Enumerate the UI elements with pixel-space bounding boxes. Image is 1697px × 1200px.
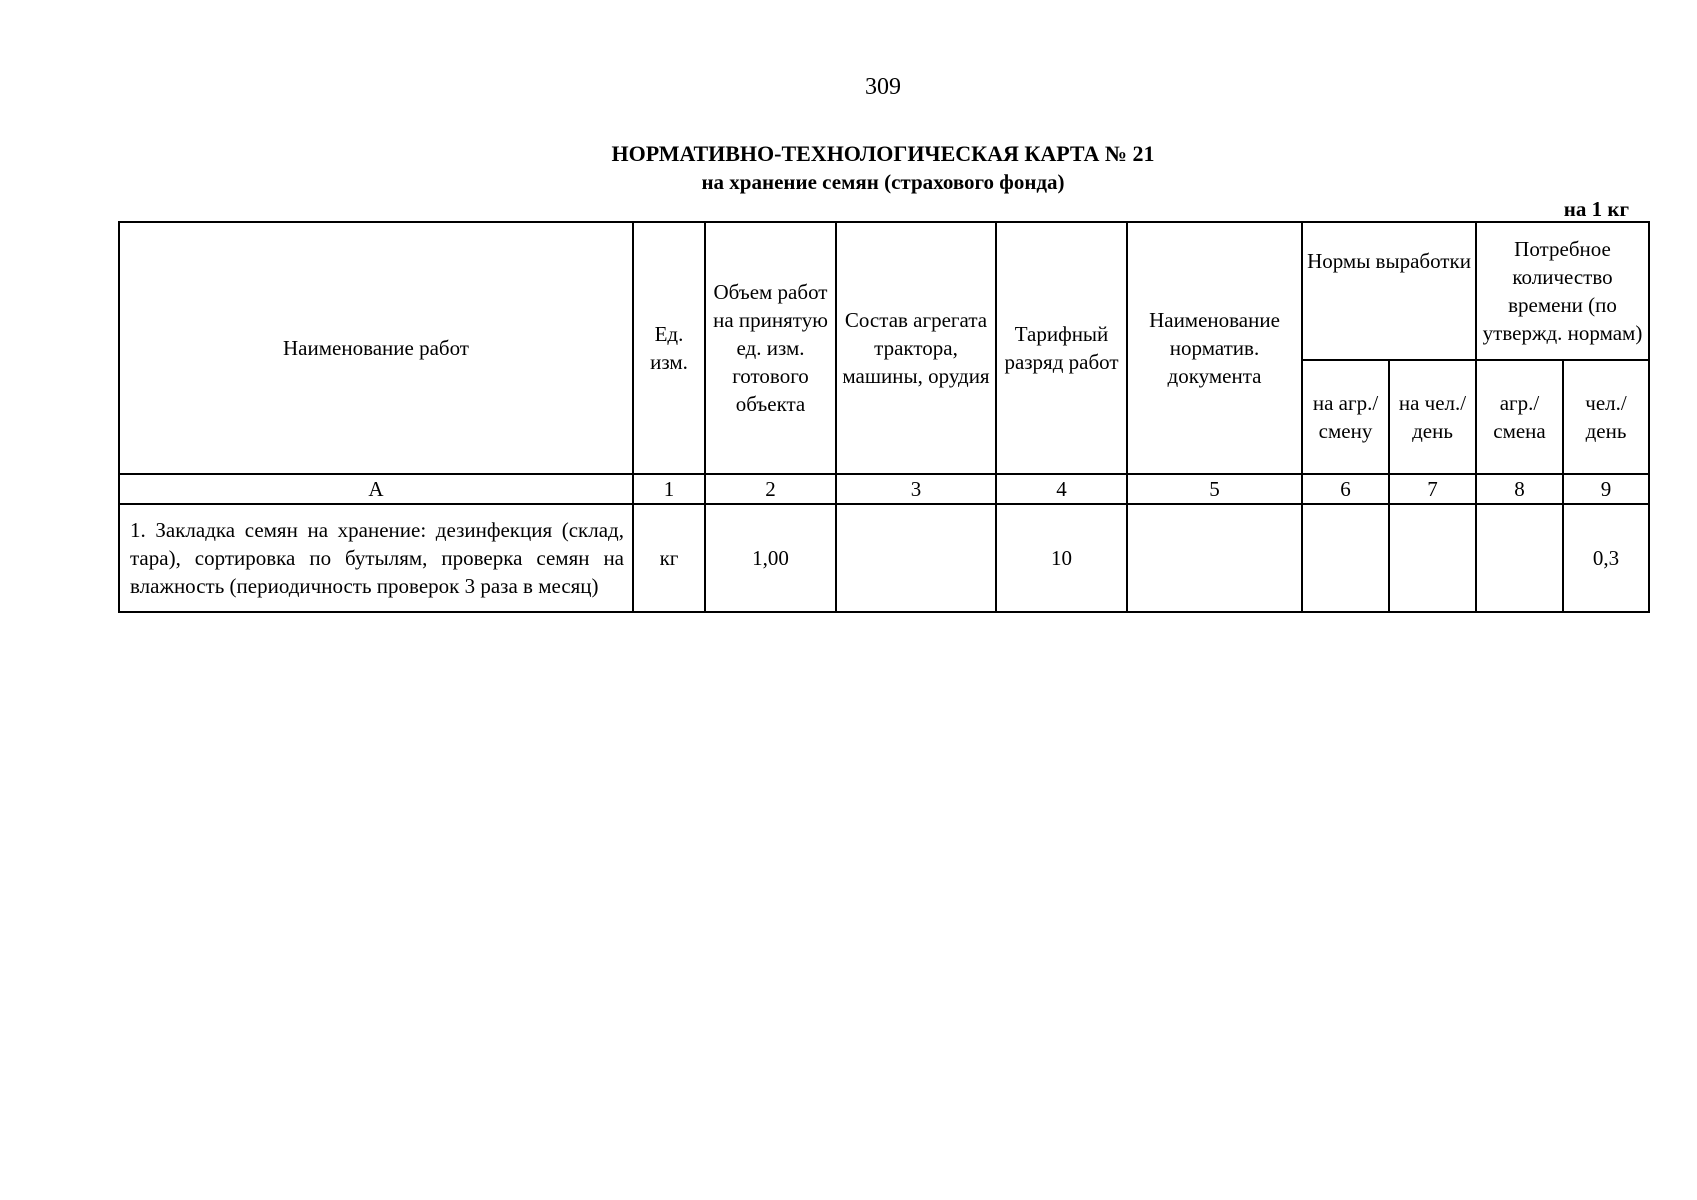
header-work-name: Наименование работ [119,222,633,474]
cell-tariff: 10 [996,504,1127,612]
cell-unit: кг [633,504,705,612]
cell-composition [836,504,996,612]
column-number: 4 [996,474,1127,504]
header-unit: Ед. изм. [633,222,705,474]
document-subtitle: на хранение семян (страхового фонда) [701,170,1065,194]
column-number: 5 [1127,474,1302,504]
cell-doc-name [1127,504,1302,612]
column-number-row [119,474,1649,504]
header-norms: Нормы выработки [1302,222,1476,360]
column-number: 8 [1476,474,1563,504]
header-time-agr: агр./ смена [1476,360,1563,474]
column-number: 7 [1389,474,1476,504]
norm-technology-table [118,221,1650,613]
cell-norms-per-agr [1302,504,1389,612]
header-row-top [119,222,1649,360]
column-number: А [119,474,633,504]
page-number: 309 [865,74,901,100]
column-number: 3 [836,474,996,504]
header-volume: Объем работ на принятую ед. изм. готового объекта [705,222,836,474]
header-norms-per-agr: на агр./ смену [1302,360,1389,474]
cell-norms-per-person [1389,504,1476,612]
header-doc-name: Наименование норматив. документа [1127,222,1302,474]
table-row [119,504,1649,612]
column-number: 1 [633,474,705,504]
header-norms-per-person: на чел./ день [1389,360,1476,474]
header-tariff: Тарифный разряд работ [996,222,1127,474]
column-number: 6 [1302,474,1389,504]
header-time-required: Потребное количество времени (по утвержд. нормам) [1476,222,1649,360]
unit-note: на 1 кг [1563,197,1629,221]
cell-volume: 1,00 [705,504,836,612]
header-time-person: чел./ день [1563,360,1649,474]
cell-time-person: 0,3 [1563,504,1649,612]
column-number: 9 [1563,474,1649,504]
column-number: 2 [705,474,836,504]
header-composition: Состав агрегата трактора, машины, орудия [836,222,996,474]
cell-work-name: 1. Закладка семян на хранение: дезинфекция (склад, тара), сортировка по бутылям, проверка семян на влажность (периодичность проверок 3 раза в месяц) [119,504,633,612]
cell-time-agr [1476,504,1563,612]
document-title: НОРМАТИВНО-ТЕХНОЛОГИЧЕСКАЯ КАРТА № 21 [611,141,1155,166]
